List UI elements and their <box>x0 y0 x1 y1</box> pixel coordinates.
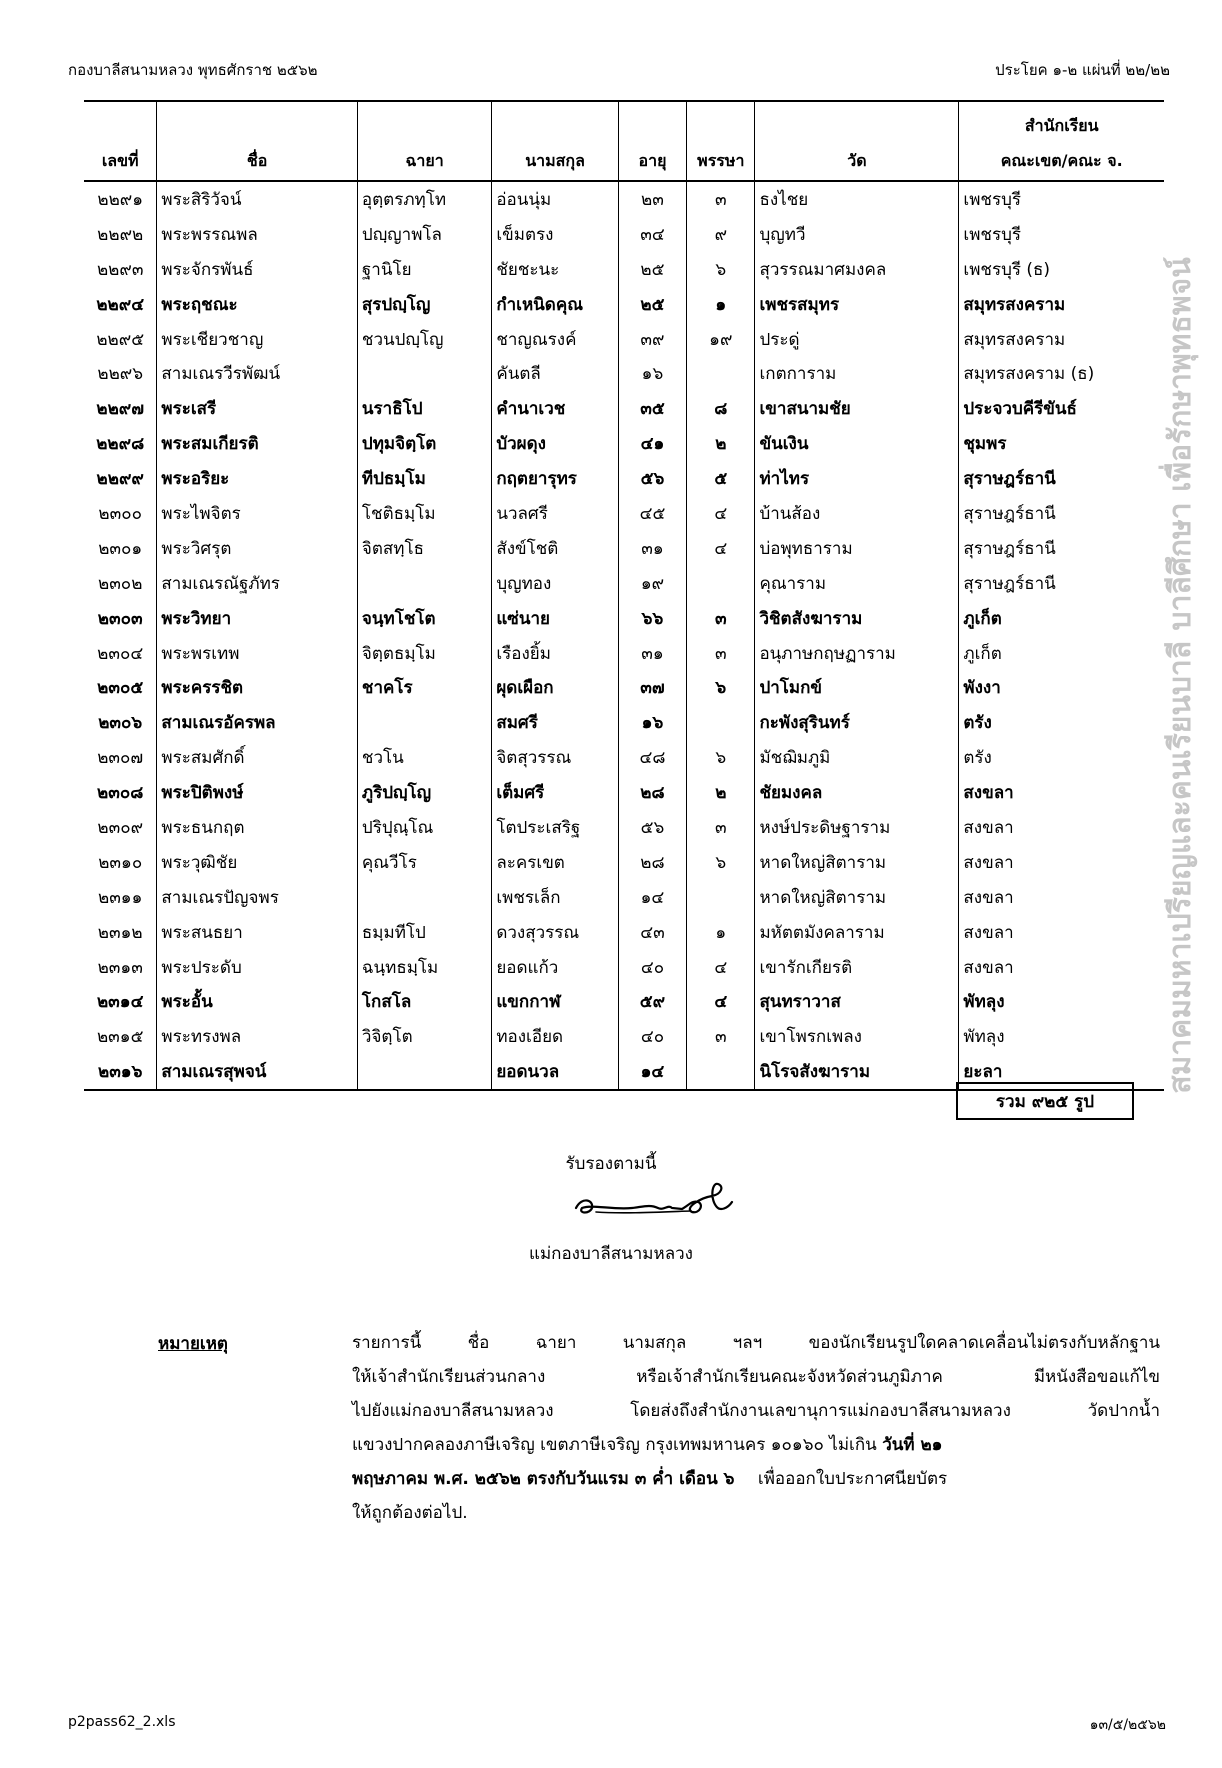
cell-no: ๒๒๙๒ <box>97 224 144 245</box>
cell-age: ๕๖ <box>618 461 686 496</box>
cell-name: พระฤชณะ <box>157 287 358 322</box>
cell-chaya <box>357 356 491 391</box>
cell-age: ๓๕ <box>618 391 686 426</box>
table-row <box>84 1019 1164 1054</box>
cell-no: ๒๓๐๓ <box>97 608 143 629</box>
cell-wat: นิโรจสังฆาราม <box>755 1054 959 1090</box>
cell-office: สุราษฎร์ธานี <box>959 531 1164 566</box>
cell-no: ๒๒๙๑ <box>97 189 144 210</box>
note-line-3: ไปยังแม่กองบาลีสนามหลวง โดยส่งถึงสำนักงานเลขานุการแม่กองบาลีสนามหลวง วัดปากน้ำ <box>352 1401 1160 1421</box>
cell-surname: แซ่นาย <box>492 601 618 636</box>
cell-phansa: ๓ <box>687 601 755 636</box>
table-row <box>84 426 1164 461</box>
cell-name: พระปิติพงษ์ <box>157 775 358 810</box>
col-wat-header: วัด <box>755 101 959 181</box>
cell-no: ๒๒๙๓ <box>96 259 144 280</box>
table-row <box>84 775 1164 810</box>
cell-name: พระพรเทพ <box>157 636 358 671</box>
table-row <box>84 601 1164 636</box>
cell-no: ๒๓๑๒ <box>97 922 143 943</box>
cell-surname: ชาญณรงค์ <box>492 322 618 357</box>
cell-age: ๔๓ <box>618 915 686 950</box>
cell-name: พระสมศักดิ์ <box>157 740 358 775</box>
cell-phansa: ๒ <box>687 775 755 810</box>
watermark <box>1154 215 1206 1135</box>
cell-no: ๒๓๑๕ <box>96 1027 144 1048</box>
note-line-5-text: เพื่อออกใบประกาศนียบัตร <box>757 1469 948 1489</box>
cell-wat: มัชฌิมภูมิ <box>755 740 959 775</box>
cell-phansa: ๒ <box>687 426 755 461</box>
cell-wat: เกตการาม <box>755 356 959 391</box>
cell-surname: แขกกาฬ <box>492 984 618 1019</box>
cell-phansa: ๕ <box>687 461 755 496</box>
cell-wat: ท่าไทร <box>755 461 959 496</box>
cell-no: ๒๓๑๖ <box>84 1054 157 1090</box>
cell-office: พังงา <box>959 670 1164 705</box>
cell-chaya: ชวโน <box>357 740 491 775</box>
cell-no: ๒๓๑๓ <box>97 957 143 978</box>
cell-no: ๒๓๐๐ <box>98 503 142 524</box>
cell-no: ๒๒๙๔ <box>96 294 145 315</box>
cell-chaya: ภูริปญฺโญ <box>357 775 491 810</box>
signature-image <box>572 1178 742 1228</box>
cell-phansa: ๑ <box>687 287 755 322</box>
results-table <box>84 100 1164 1091</box>
cell-surname: กำเหนิดคุณ <box>492 287 618 322</box>
cell-chaya: วิจิตฺโต <box>357 1019 491 1054</box>
cell-wat: ปาโมกข์ <box>755 670 959 705</box>
cell-office: เพชรบุรี <box>959 217 1164 252</box>
table-row <box>84 845 1164 880</box>
cell-surname: บัวผดุง <box>492 426 618 461</box>
cell-phansa: ๔ <box>687 950 755 985</box>
cell-age: ๓๔ <box>618 217 686 252</box>
cell-wat: วิชิตสังฆาราม <box>755 601 959 636</box>
table-row <box>84 252 1164 287</box>
cell-no: ๒๓๐๑ <box>98 538 143 559</box>
cell-wat: บ่อพุทธาราม <box>755 531 959 566</box>
cell-chaya: คุณวีโร <box>357 845 491 880</box>
cell-wat: ธงไชย <box>755 181 959 217</box>
cell-chaya: ฉนฺทธมฺโม <box>357 950 491 985</box>
cell-name: สามเณรสุพจน์ <box>157 1054 358 1090</box>
cell-no: ๒๒๙๕ <box>96 329 145 350</box>
cell-surname: เข็มตรง <box>492 217 618 252</box>
table-row <box>84 322 1164 357</box>
cell-surname: อ่อนนุ่ม <box>492 181 618 217</box>
table-row <box>84 531 1164 566</box>
cell-office: สงขลา <box>959 845 1164 880</box>
cell-age: ๒๕ <box>618 252 686 287</box>
cell-wat: ขันเงิน <box>755 426 959 461</box>
cell-wat: กะพังสุรินทร์ <box>755 705 959 740</box>
table-row <box>84 984 1164 1019</box>
cell-office: สุราษฎร์ธานี <box>959 461 1164 496</box>
cell-chaya: ทีปธมฺโม <box>357 461 491 496</box>
table-row <box>84 356 1164 391</box>
cell-age: ๓๗ <box>618 670 686 705</box>
cell-age: ๖๖ <box>618 601 686 636</box>
cell-name: พระสนธยา <box>157 915 358 950</box>
cell-phansa: ๓ <box>687 636 755 671</box>
cell-chaya <box>357 566 491 601</box>
cell-phansa: ๖ <box>687 252 755 287</box>
cell-surname: คันตลี <box>492 356 618 391</box>
cell-chaya <box>357 705 491 740</box>
cell-surname: ทองเอียด <box>492 1019 618 1054</box>
cell-wat: หงษ์ประดิษฐาราม <box>755 810 959 845</box>
cell-office: สุราษฎร์ธานี <box>959 496 1164 531</box>
col-no-header: เลขที่ <box>84 101 157 181</box>
cell-chaya: นราธิโป <box>357 391 491 426</box>
cell-chaya: สุรปญฺโญ <box>357 287 491 322</box>
table-row <box>84 391 1164 426</box>
cell-no: ๒๓๑๐ <box>98 852 143 873</box>
cell-chaya: ปริปุณฺโณ <box>357 810 491 845</box>
cell-name: พระไพจิตร <box>157 496 358 531</box>
cell-wat: บ้านส้อง <box>755 496 959 531</box>
cell-wat: สุวรรณมาศมงคล <box>755 252 959 287</box>
cell-chaya: ฐานิโย <box>357 252 491 287</box>
col-phansa-header: พรรษา <box>687 101 755 181</box>
cell-surname: เพชรเล็ก <box>492 880 618 915</box>
cell-office: เพชรบุรี <box>959 181 1164 217</box>
cell-phansa <box>687 880 755 915</box>
table-row <box>84 950 1164 985</box>
cell-chaya: ชาคโร <box>357 670 491 705</box>
cell-age: ๒๘ <box>618 775 686 810</box>
col-office-header <box>959 101 1164 181</box>
cell-office: เพชรบุรี (ธ) <box>959 252 1164 287</box>
cell-name: พระทรงพล <box>157 1019 358 1054</box>
cell-no: ๒๓๐๔ <box>97 643 144 664</box>
cell-surname: โตประเสริฐ <box>492 810 618 845</box>
cell-office: ประจวบคีรีขันธ์ <box>959 391 1164 426</box>
cell-phansa: ๓ <box>687 1019 755 1054</box>
table-row <box>84 915 1164 950</box>
table-row <box>84 810 1164 845</box>
table-row <box>84 217 1164 252</box>
cell-phansa: ๔ <box>687 496 755 531</box>
cell-wat: เพชรสมุทร <box>755 287 959 322</box>
cell-chaya: จิตฺตธมฺโม <box>357 636 491 671</box>
cell-name: พระเชียวชาญ <box>157 322 358 357</box>
cell-surname: ยอดแก้ว <box>492 950 618 985</box>
cell-chaya <box>357 880 491 915</box>
cell-office: พัทลุง <box>959 984 1164 1019</box>
note-line-4-text: แขวงปากคลองภาษีเจริญ เขตภาษีเจริญ กรุงเทพมหานคร ๑๐๑๖๐ ไม่เกิน <box>352 1435 877 1455</box>
total-count: รวม ๙๒๕ รูป <box>956 1082 1134 1120</box>
cell-no: ๒๓๑๑ <box>97 887 143 908</box>
cell-office: ภูเก็ต <box>959 601 1164 636</box>
cell-phansa: ๖ <box>687 670 755 705</box>
cell-surname: ละครเขต <box>492 845 618 880</box>
cell-office: สงขลา <box>959 950 1164 985</box>
cell-age: ๑๙ <box>618 566 686 601</box>
footer-filename: p2pass62_2.xls <box>68 1714 176 1730</box>
cell-phansa: ๔ <box>687 984 755 1019</box>
cell-surname: กฤตยารุทร <box>492 461 618 496</box>
cell-name: พระวุฒิชัย <box>157 845 358 880</box>
cell-name: พระอั้น <box>157 984 358 1019</box>
cell-wat: มหัตตมังคลาราม <box>755 915 959 950</box>
cell-surname: คำนาเวช <box>492 391 618 426</box>
table-row <box>84 566 1164 601</box>
cell-age: ๑๔ <box>618 1054 686 1090</box>
cell-surname: นวลศรี <box>492 496 618 531</box>
cell-phansa: ๓ <box>687 810 755 845</box>
cell-surname: ยอดนวล <box>492 1054 618 1090</box>
cell-chaya: ธมฺมทีโป <box>357 915 491 950</box>
col-name-header: ชื่อ <box>157 101 358 181</box>
cell-age: ๓๑ <box>618 636 686 671</box>
cell-age: ๔๕ <box>618 496 686 531</box>
cell-age: ๔๘ <box>618 740 686 775</box>
table-row <box>84 461 1164 496</box>
cell-wat: หาดใหญ่สิตาราม <box>755 880 959 915</box>
table-row <box>84 636 1164 671</box>
cell-no: ๒๓๐๗ <box>97 748 144 769</box>
cell-surname: ผุดเผือก <box>492 670 618 705</box>
cell-chaya <box>357 1054 491 1090</box>
cell-age: ๒๓ <box>618 181 686 217</box>
table-row <box>84 496 1164 531</box>
cell-age: ๓๑ <box>618 531 686 566</box>
cell-name: พระธนกฤต <box>157 810 358 845</box>
cell-no: ๒๒๙๖ <box>97 364 144 385</box>
cell-name: พระวิทยา <box>157 601 358 636</box>
cell-age: ๑๖ <box>618 356 686 391</box>
cell-office: สงขลา <box>959 915 1164 950</box>
cell-phansa: ๙ <box>687 217 755 252</box>
cell-no: ๒๓๑๔ <box>96 992 144 1013</box>
table-row <box>84 740 1164 775</box>
cell-wat: สุนทราวาส <box>755 984 959 1019</box>
cell-wat: หาดใหญ่สิตาราม <box>755 845 959 880</box>
cell-phansa: ๑ <box>687 915 755 950</box>
cell-surname: สังข์โชติ <box>492 531 618 566</box>
note-line-5 <box>352 1462 1160 1496</box>
table-row <box>84 670 1164 705</box>
cell-age: ๔๐ <box>618 950 686 985</box>
cell-age: ๑๔ <box>618 880 686 915</box>
cell-name: พระอริยะ <box>157 461 358 496</box>
note-body <box>352 1326 1160 1530</box>
note-label: หมายเหตุ <box>158 1334 228 1354</box>
table-header-row <box>84 101 1164 181</box>
cell-wat: บุญทวี <box>755 217 959 252</box>
cell-age: ๑๖ <box>618 705 686 740</box>
note-line-6: ให้ถูกต้องต่อไป. <box>352 1503 468 1523</box>
cell-age: ๔๐ <box>618 1019 686 1054</box>
col-chaya-header: ฉายา <box>357 101 491 181</box>
note-line-1: รายการนี้ ชื่อ ฉายา นามสกุล ฯลฯ ของนักเรียนรูปใดคลาดเคลื่อนไม่ตรงกับหลักฐาน <box>352 1333 1160 1353</box>
cell-name: สามเณรอัครพล <box>157 705 358 740</box>
cell-surname: ดวงสุวรรณ <box>492 915 618 950</box>
cell-office: ตรัง <box>959 740 1164 775</box>
cell-no: ๒๓๐๒ <box>97 573 143 594</box>
cell-name: พระครรชิต <box>157 670 358 705</box>
col-office-header-line2: คณะเขต/คณะ จ. <box>1000 151 1123 170</box>
certify-signer: แม่กองบาลีสนามหลวง <box>529 1244 693 1264</box>
cell-phansa: ๓ <box>687 181 755 217</box>
cell-surname: สมศรี <box>492 705 618 740</box>
cell-name: พระวิศรุต <box>157 531 358 566</box>
cell-name: พระจักรพันธ์ <box>157 252 358 287</box>
cell-no: ๒๒๙๙ <box>96 469 144 490</box>
cell-name: สามเณรวีรพัฒน์ <box>157 356 358 391</box>
table-row <box>84 880 1164 915</box>
cell-name: พระสมเกียรติ <box>157 426 358 461</box>
cell-surname: บุญทอง <box>492 566 618 601</box>
cell-age: ๒๕ <box>618 287 686 322</box>
cell-phansa: ๘ <box>687 391 755 426</box>
table-row <box>84 705 1164 740</box>
cell-phansa <box>687 1054 755 1090</box>
cell-age: ๒๘ <box>618 845 686 880</box>
cell-chaya: ชวนปญฺโญ <box>357 322 491 357</box>
col-age-header: อายุ <box>618 101 686 181</box>
page-header-right: ประโยค ๑-๒ แผ่นที่ ๒๒/๒๒ <box>995 61 1170 79</box>
footer-date: ๑๓/๕/๒๕๖๒ <box>1089 1717 1166 1733</box>
cell-chaya: จนฺทโชโต <box>357 601 491 636</box>
cell-office: ยะลา <box>959 1054 1164 1090</box>
cell-age: ๓๙ <box>618 322 686 357</box>
cell-phansa: ๖ <box>687 845 755 880</box>
cell-name: พระเสรี <box>157 391 358 426</box>
cell-office: ชุมพร <box>959 426 1164 461</box>
cell-office: สุราษฎร์ธานี <box>959 566 1164 601</box>
cell-office: ตรัง <box>959 705 1164 740</box>
cell-wat: เขาโพรกเพลง <box>755 1019 959 1054</box>
cell-office: พัทลุง <box>959 1019 1164 1054</box>
cell-name: พระพรรณพล <box>157 217 358 252</box>
cell-phansa: ๑๙ <box>687 322 755 357</box>
cell-no: ๒๒๙๗ <box>96 399 145 420</box>
page-header-left: กองบาลีสนามหลวง พุทธศักราช ๒๕๖๒ <box>68 61 318 79</box>
cell-office: ภูเก็ต <box>959 636 1164 671</box>
cell-age: ๕๖ <box>618 810 686 845</box>
cell-phansa <box>687 566 755 601</box>
cell-chaya: ปทุมจิตฺโต <box>357 426 491 461</box>
cell-surname: จิตสุวรรณ <box>492 740 618 775</box>
cell-phansa: ๔ <box>687 531 755 566</box>
cell-chaya: อุตฺตรภทฺโท <box>357 181 491 217</box>
cell-name: สามเณรณัฐภัทร <box>157 566 358 601</box>
cell-name: สามเณรปัญจพร <box>157 880 358 915</box>
cell-surname: ชัยชะนะ <box>492 252 618 287</box>
cell-wat: ชัยมงคล <box>755 775 959 810</box>
cell-office: สมุทรสงคราม (ธ) <box>959 356 1164 391</box>
cell-no: ๒๓๐๘ <box>97 783 144 804</box>
cell-phansa <box>687 356 755 391</box>
table-row <box>84 287 1164 322</box>
cell-name: พระสิริวัจน์ <box>157 181 358 217</box>
cell-wat: อนุภาษกฤษฏาราม <box>755 636 959 671</box>
cell-no: ๒๒๙๘ <box>96 434 145 455</box>
cell-name: พระประดับ <box>157 950 358 985</box>
note-line-4-date: วันที่ ๒๑ <box>882 1435 943 1455</box>
note-line-2: ให้เจ้าสำนักเรียนส่วนกลาง หรือเจ้าสำนักเรียนคณะจังหวัดส่วนภูมิภาค มีหนังสือขอแก้ไข <box>352 1367 1160 1387</box>
cell-age: ๔๑ <box>618 426 686 461</box>
cell-chaya: โชติธมฺโม <box>357 496 491 531</box>
cell-wat: คุณาราม <box>755 566 959 601</box>
cell-chaya: จิตสทฺโธ <box>357 531 491 566</box>
col-surname-header: นามสกุล <box>492 101 618 181</box>
cell-no: ๒๓๐๖ <box>98 713 143 734</box>
cell-office: สงขลา <box>959 775 1164 810</box>
note-line-5-date: พฤษภาคม พ.ศ. ๒๕๖๒ ตรงกับวันแรม ๓ ค่ำ เดือน ๖ <box>352 1469 735 1489</box>
cell-office: สมุทรสงคราม <box>959 287 1164 322</box>
col-office-header-line1: สำนักเรียน <box>1024 116 1099 135</box>
cell-phansa <box>687 705 755 740</box>
cell-office: สมุทรสงคราม <box>959 322 1164 357</box>
table-row <box>84 181 1164 217</box>
table-body <box>84 181 1164 1090</box>
cell-no: ๒๓๐๕ <box>97 678 144 699</box>
certify-heading: รับรองตามนี้ <box>565 1154 657 1174</box>
cell-phansa: ๖ <box>687 740 755 775</box>
watermark-text: สมาคมมหาเปรียญและคนเรียนบาลี บาลีศึกษา เพื่อรักษาพุทธพจน์ <box>1162 256 1198 1094</box>
cell-wat: ประดู่ <box>755 322 959 357</box>
cell-surname: เรืองยิ้ม <box>492 636 618 671</box>
cell-surname: เต็มศรี <box>492 775 618 810</box>
cell-wat: เขารักเกียรติ <box>755 950 959 985</box>
cell-wat: เขาสนามชัย <box>755 391 959 426</box>
cell-chaya: โกสโล <box>357 984 491 1019</box>
cell-no: ๒๓๐๙ <box>97 817 144 838</box>
note-line-4 <box>352 1428 1160 1462</box>
cell-chaya: ปญฺญาพโล <box>357 217 491 252</box>
cell-age: ๕๙ <box>618 984 686 1019</box>
cell-office: สงขลา <box>959 810 1164 845</box>
cell-office: สงขลา <box>959 880 1164 915</box>
